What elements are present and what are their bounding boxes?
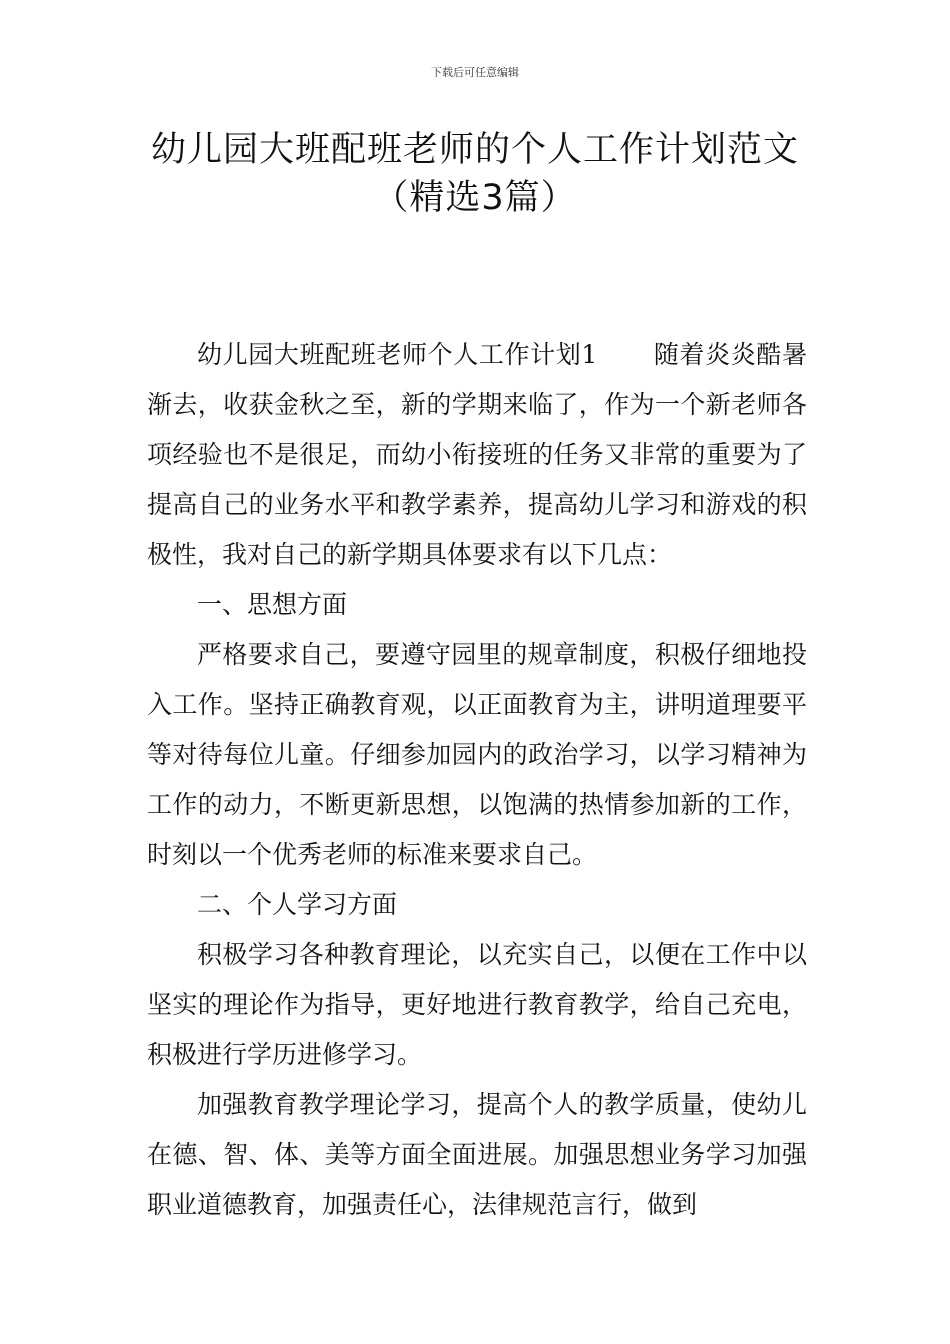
section1-paragraph: 严格要求自己，要遵守园里的规章制度，积极仔细地投入工作。坚持正确教育观，以正面教育为主，讲明道理要平等对待每位儿童。仔细参加园内的政治学习，以学习精神为工作的动力，不断更新思想，以饱满的热情参加新的工作，时刻以一个优秀老师的标准来要求自己。 bbox=[147, 640, 807, 869]
header-note: 下载后可任意编辑 bbox=[431, 66, 519, 79]
document-title: 幼儿园大班配班老师的个人工作计划范文 bbox=[150, 130, 799, 170]
section2-heading: 二、个人学习方面 bbox=[197, 890, 398, 919]
section2-paragraph-2: 加强教育教学理论学习，提高个人的教学质量，使幼儿在德、智、体、美等方面全面进展。加强思想业务学习加强职业道德教育，加强责任心，法律规范言行，做到 bbox=[147, 1090, 807, 1219]
document-body bbox=[147, 330, 807, 1230]
section2-paragraph-1: 积极学习各种教育理论，以充实自己，以便在工作中以坚实的理论作为指导，更好地进行教育教学，给自己充电，积极进行学历进修学习。 bbox=[147, 940, 807, 1069]
section1-heading: 一、思想方面 bbox=[197, 590, 348, 619]
document-subtitle: （精选3篇） bbox=[373, 178, 577, 218]
intro-text: 随着炎炎酷暑渐去，收获金秋之至，新的学期来临了，作为一个新老师各项经验也不是很足，而幼小衔接班的任务又非常的重要为了提高自己的业务水平和教学素养，提高幼儿学习和游戏的积极性，我对自己的新学期具体要求有以下几点： bbox=[147, 340, 807, 569]
intro-paragraph bbox=[147, 330, 807, 580]
intro-label: 幼儿园大班配班老师个人工作计划1 bbox=[197, 340, 598, 369]
